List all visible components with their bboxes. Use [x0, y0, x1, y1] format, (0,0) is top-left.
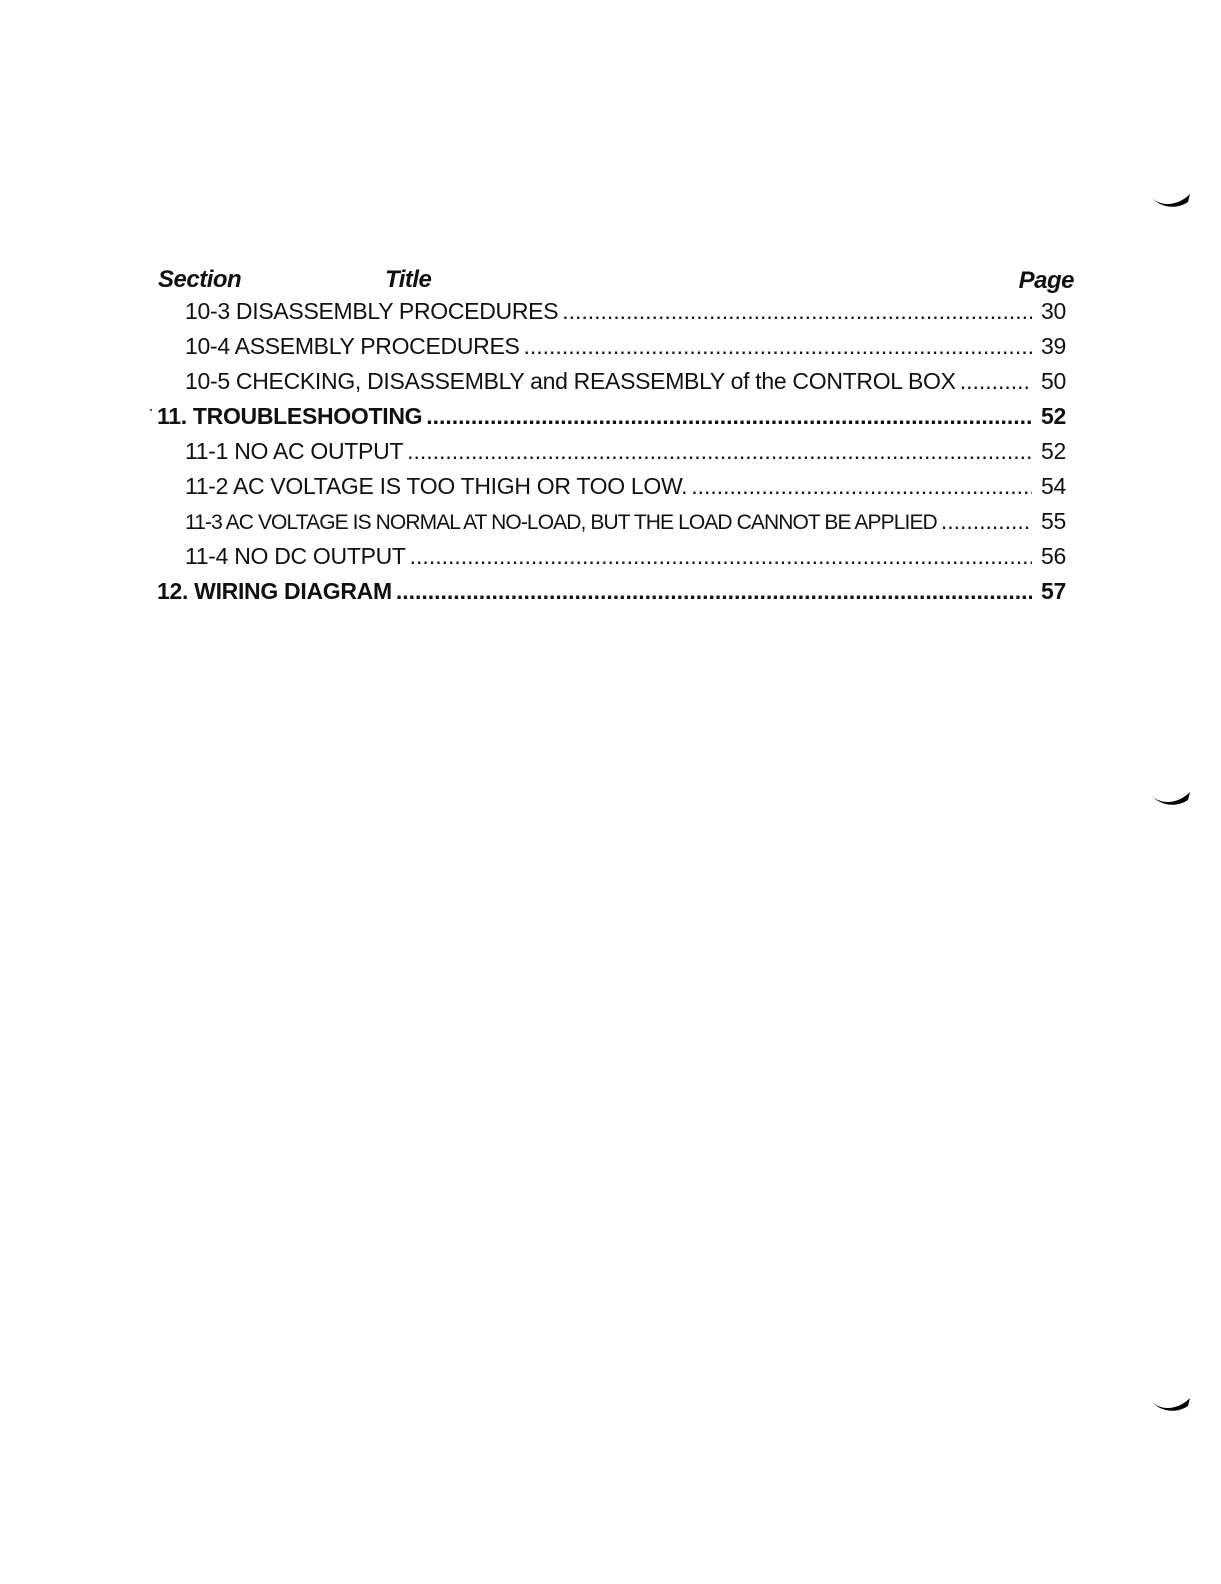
toc-entry-10-3[interactable]	[156, 298, 1074, 333]
toc-header	[156, 262, 1074, 298]
dot-leader	[524, 333, 1032, 360]
dot-leader	[960, 368, 1032, 395]
toc-entry-label: 10-4 ASSEMBLY PROCEDURES	[185, 333, 520, 359]
toc-entry-page: 30	[1041, 298, 1066, 324]
dot-leader	[941, 508, 1032, 535]
toc-entry-label: 11-3 AC VOLTAGE IS NORMAL AT NO-LOAD, BUT THE LOAD CANNOT BE APPLIED	[185, 511, 937, 534]
toc-entry-label: 11-2 AC VOLTAGE IS TOO THIGH OR TOO LOW.	[185, 473, 688, 499]
toc-entry-12[interactable]	[156, 578, 1074, 613]
toc-entry-page: 52	[1041, 403, 1066, 429]
toc-entry-page: 50	[1041, 368, 1066, 394]
toc-entry-11-3[interactable]	[156, 508, 1074, 543]
toc-entry-label: 10-5 CHECKING, DISASSEMBLY and REASSEMBLY of the CONTROL BOX	[185, 368, 956, 394]
dot-leader	[562, 298, 1032, 325]
toc-entry-label: 11-4 NO DC OUTPUT	[185, 543, 406, 569]
toc-entry-page: 57	[1041, 578, 1066, 604]
dot-leader	[410, 543, 1032, 570]
toc-entry-label: 11-1 NO AC OUTPUT	[185, 438, 404, 464]
table-of-contents	[156, 262, 1074, 613]
binder-hole-mark-icon	[1148, 788, 1192, 810]
scan-speck	[150, 409, 152, 411]
dot-leader	[426, 403, 1032, 430]
toc-entry-11-1[interactable]	[156, 438, 1074, 473]
column-header-section: Section	[158, 266, 242, 293]
toc-entry-label: 10-3 DISASSEMBLY PROCEDURES	[185, 298, 559, 324]
toc-entry-page: 55	[1041, 508, 1066, 534]
binder-hole-mark-icon	[1148, 1394, 1192, 1416]
toc-entry-11-2[interactable]	[156, 473, 1074, 508]
toc-entry-label: 11. TROUBLESHOOTING	[157, 403, 423, 429]
column-header-page: Page	[1018, 267, 1074, 294]
toc-entry-10-4[interactable]	[156, 333, 1074, 368]
binder-hole-mark-icon	[1148, 190, 1192, 212]
toc-entry-page: 52	[1041, 438, 1066, 464]
toc-entry-page: 54	[1041, 473, 1066, 499]
toc-entry-11-4[interactable]	[156, 543, 1074, 578]
dot-leader	[407, 438, 1032, 465]
dot-leader	[691, 473, 1032, 500]
toc-entry-page: 56	[1041, 543, 1066, 569]
toc-entry-10-5[interactable]	[156, 368, 1074, 403]
toc-entry-page: 39	[1041, 333, 1066, 359]
column-header-title: Title	[385, 266, 432, 293]
toc-entry-11[interactable]	[156, 403, 1074, 438]
dot-leader	[396, 578, 1032, 605]
toc-entry-label: 12. WIRING DIAGRAM	[157, 578, 392, 604]
